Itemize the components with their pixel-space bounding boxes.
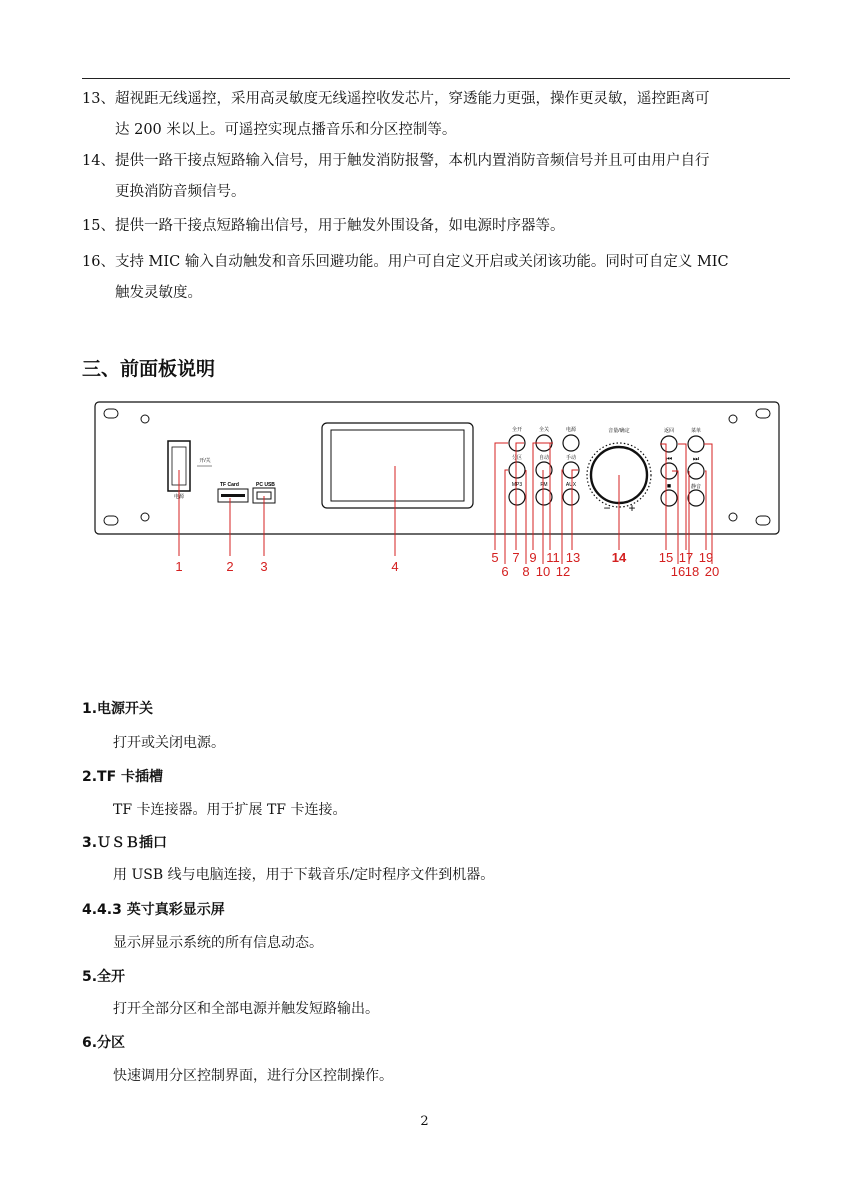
feature-13: 13、超视距无线遥控，采用高灵敏度无线遥控收发芯片，穿透能力更强，操作更灵敏，遥控距离可 达 200 米以上。可遥控实现点播音乐和分区控制等。 [82, 91, 710, 138]
item-title-2: 2.TF 卡插槽 [82, 769, 164, 785]
svg-text:10: 10 [535, 564, 551, 579]
svg-text:⏮: ⏮ [665, 456, 673, 463]
svg-text:菜单: 菜单 [690, 428, 702, 434]
feature-16: 16、支持 MIC 输入自动触发和音乐回避功能。用户可自定义开启或关闭该功能。同时可自定义 MIC 触发灵敏度。 [82, 254, 729, 301]
svg-text:9: 9 [529, 550, 537, 565]
item-desc-3: 用 USB 线与电脑连接，用于下载音乐/定时程序文件到机器。 [113, 867, 495, 883]
svg-text:8: 8 [522, 564, 530, 579]
tf-label: TF Card [220, 482, 239, 488]
svg-text:15: 15 [658, 550, 674, 565]
rack-slot-bl [104, 516, 118, 525]
item-title-4: 4.4.3 英寸真彩显示屏 [82, 902, 225, 918]
item-desc-2: TF 卡连接器。用于扩展 TF 卡连接。 [113, 802, 347, 818]
power-label: 开/关 [199, 458, 211, 464]
lcd-bezel [322, 423, 473, 508]
svg-text:14: 14 [611, 550, 627, 565]
svg-text:■: ■ [666, 483, 672, 490]
svg-text:16: 16 [670, 564, 686, 579]
svg-text:19: 19 [698, 550, 714, 565]
item-title-5: 5.全开 [82, 969, 126, 985]
item-desc-5: 打开全部分区和全部电源并触发短路输出。 [113, 1001, 379, 1017]
svg-text:电源: 电源 [565, 427, 577, 433]
feature-14: 14、提供一路干接点短路输入信号，用于触发消防报警，本机内置消防音频信号并且可由用户自行 更换消防音频信号。 [82, 153, 710, 200]
svg-text:手动: 手动 [565, 455, 577, 461]
svg-text:18: 18 [684, 564, 700, 579]
svg-text:返回: 返回 [663, 428, 675, 434]
svg-text:20: 20 [704, 564, 720, 579]
svg-text:13: 13 [565, 550, 581, 565]
screw-tr [729, 415, 737, 423]
item-desc-1: 打开或关闭电源。 [113, 735, 225, 751]
button-zone [509, 462, 525, 478]
svg-text:5: 5 [491, 550, 499, 565]
svg-text:自动: 自动 [538, 455, 550, 461]
svg-text:6: 6 [501, 564, 509, 579]
callout-numbers [175, 550, 719, 579]
svg-text:FM: FM [540, 482, 548, 488]
svg-text:1: 1 [175, 559, 183, 574]
svg-text:12: 12 [555, 564, 571, 579]
section-title: 三、前面板说明 [82, 358, 216, 380]
button-power [563, 435, 579, 451]
knob-minus: − [603, 501, 611, 515]
page-number: 2 [420, 1114, 429, 1129]
svg-text:17: 17 [678, 550, 694, 565]
power-sub-label: 电源 [173, 494, 185, 500]
button-next [688, 463, 704, 479]
rack-slot-tl [104, 409, 118, 418]
lcd-screen [331, 430, 464, 501]
item-title-6: 6.分区 [82, 1035, 126, 1051]
button-mp3 [509, 489, 525, 505]
svg-text:全开: 全开 [511, 427, 523, 433]
knob-label: 音量/确定 [608, 428, 630, 434]
knob-plus: + [628, 501, 636, 515]
svg-text:MP3: MP3 [511, 482, 523, 488]
rack-slot-tr [756, 409, 770, 418]
usb-label: PC USB [256, 482, 275, 488]
item-title-3: 3.ＵＳＢ插口 [82, 835, 168, 851]
screw-tl [141, 415, 149, 423]
svg-text:11: 11 [546, 550, 560, 565]
rack-slot-br [756, 516, 770, 525]
item-desc-4: 显示屏显示系统的所有信息动态。 [113, 935, 323, 951]
feature-15: 15、提供一路干接点短路输出信号，用于触发外围设备，如电源时序器等。 [82, 218, 565, 234]
svg-text:分区: 分区 [511, 455, 523, 461]
button-stop [661, 490, 677, 506]
svg-text:2: 2 [226, 559, 234, 574]
item-desc-6: 快速调用分区控制界面，进行分区控制操作。 [113, 1068, 393, 1084]
button-menu [688, 436, 704, 452]
svg-text:AUX: AUX [565, 482, 577, 488]
right-button-grid [661, 427, 704, 506]
svg-text:7: 7 [512, 550, 520, 565]
screw-br [729, 513, 737, 521]
svg-text:全关: 全关 [538, 427, 550, 433]
svg-text:3: 3 [260, 559, 268, 574]
svg-text:⏭: ⏭ [692, 456, 700, 463]
item-title-1: 1.电源开关 [82, 701, 154, 717]
button-mute [688, 490, 704, 506]
svg-text:静音: 静音 [690, 484, 702, 490]
button-aux [563, 489, 579, 505]
left-button-grid [509, 426, 579, 505]
svg-text:4: 4 [391, 559, 399, 574]
screw-bl [141, 513, 149, 521]
